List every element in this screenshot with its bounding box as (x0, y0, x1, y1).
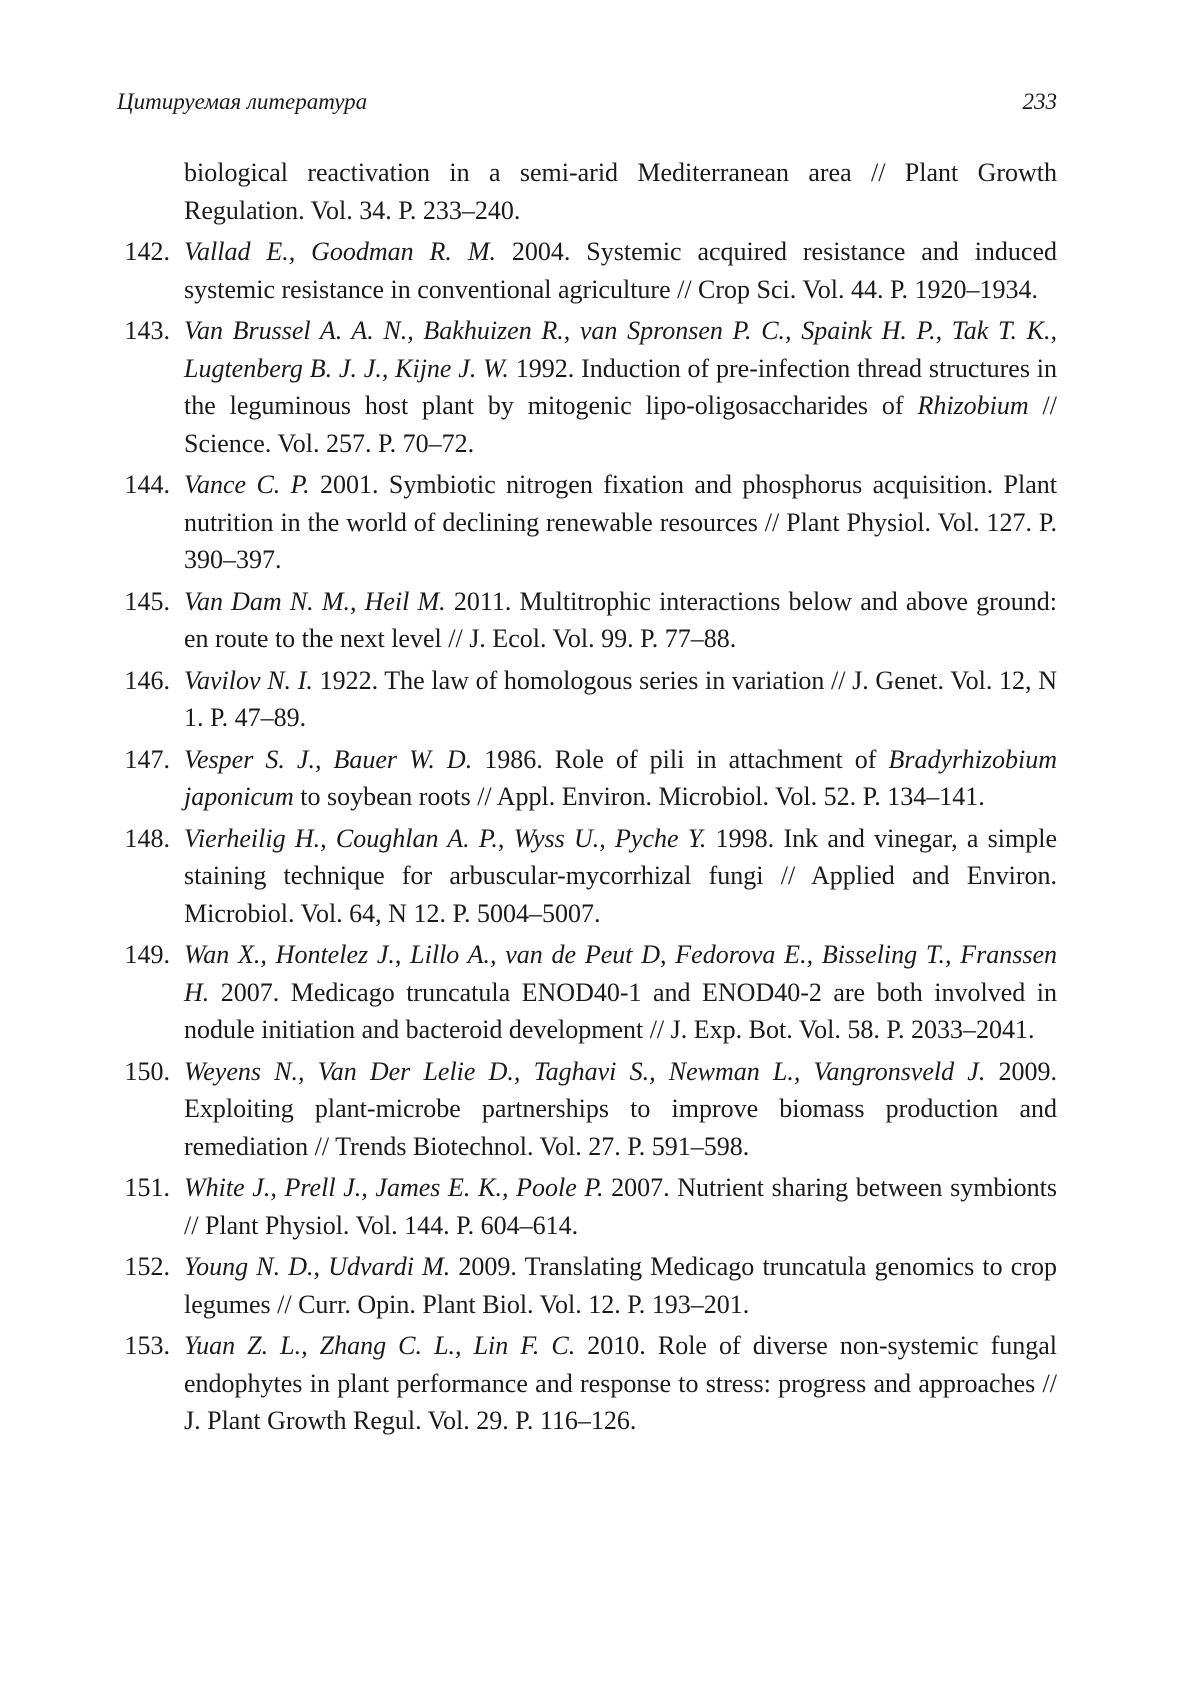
reference-text: 2001. Symbiotic nitrogen fixation and phosphorus acquisition. Plant nutrition in the world of declining renewable resources // Plant Physiol. Vol. 127. P. 390–397. (184, 470, 1057, 574)
reference-entry (117, 936, 1057, 1049)
reference-text: 2007. Medicago truncatula ENOD40-1 and ENOD40-2 are both involved in nodule initiation and bacteroid development // J. Exp. Bot. Vol. 58. P. 2033–2041. (184, 977, 1057, 1044)
reference-entry (117, 233, 1057, 308)
reference-italic-text: Weyens N., Van Der Lelie D., Taghavi S., Newman L., Vangronsveld J. (184, 1056, 986, 1086)
reference-text: 1922. The law of homologous series in variation // J. Genet. Vol. 12, N 1. P. 47–89. (184, 665, 1057, 732)
running-head (117, 84, 1057, 120)
page (117, 84, 1057, 1444)
reference-entry (117, 820, 1057, 933)
reference-text: 2009. Exploiting plant-microbe partnerships to improve biomass production and remediation // Trends Biotechnol. Vol. 27. P. 591–598. (184, 1056, 1057, 1161)
reference-continuation (117, 154, 1057, 229)
reference-text: 2010. Role of diverse non-systemic fungal endophytes in plant performance and response to stress: progress and approaches // J. Plant Growth Regul. Vol. 29. P. 116–126. (184, 1331, 1057, 1435)
reference-text: 1998. Ink and vinegar, a simple staining technique for arbuscular-mycorrhizal fungi // Applied and Environ. Microbiol. Vol. 64, N 12. P. 5004–5007. (184, 823, 1057, 928)
reference-text: 1986. Role of pili in attachment of (472, 744, 889, 774)
reference-italic-text: Van Dam N. M., Heil M. (184, 586, 446, 616)
reference-entry (117, 741, 1057, 816)
reference-number: 151. (124, 1173, 170, 1202)
reference-text: // Science. Vol. 257. P. 70–72. (184, 391, 1057, 458)
reference-entry (117, 312, 1057, 462)
reference-number: 147. (124, 744, 170, 774)
reference-entry (117, 1169, 1057, 1244)
reference-entry (117, 662, 1057, 737)
reference-number: 144. (124, 470, 170, 499)
reference-entry (117, 1327, 1057, 1440)
reference-italic-text: Yuan Z. L., Zhang C. L., Lin F. C. (184, 1331, 576, 1360)
reference-number: 145. (124, 586, 170, 616)
reference-entry (117, 466, 1057, 579)
reference-number: 149. (124, 940, 170, 969)
reference-text: biological reactivation in a semi-arid Mediterranean area // Plant Growth Regulation. Vol. 34. P. 233–240. (184, 158, 1057, 225)
reference-italic-text: Vierheilig H., Coughlan A. P., Wyss U., Pyche Y. (184, 823, 707, 853)
reference-italic-text: Vavilov N. I. (184, 665, 313, 695)
reference-italic-text: Wan X., Hontelez J., Lillo A., van de Peut D, Fedorova E., Bisseling T., Franssen H. (184, 940, 1057, 1007)
reference-entry (117, 1053, 1057, 1166)
reference-number: 150. (124, 1056, 170, 1086)
reference-text: 2011. Multitrophic interactions below and above ground: en route to the next level // J. Ecol. Vol. 99. P. 77–88. (184, 586, 1057, 653)
reference-italic-text: Vallad E., Goodman R. M. (184, 237, 496, 266)
reference-italic-text: Rhizobium (917, 391, 1029, 420)
reference-text: 1992. Induction of pre-infection thread structures in the leguminous host plant by mitogenic lipo-oligosaccharides of (184, 353, 1057, 420)
reference-italic-text: Vance C. P. (184, 470, 310, 499)
reference-italic-text: Van Brussel A. A. N., Bakhuizen R., van Spronsen P. C., Spaink H. P., Tak T. K., Lugtenberg B. J. J., Kijne J. W. (184, 316, 1057, 383)
reference-entry (117, 1248, 1057, 1323)
reference-italic-text: White J., Prell J., James E. K., Poole P. (184, 1173, 604, 1202)
reference-number: 153. (124, 1331, 170, 1360)
reference-list (117, 154, 1057, 1440)
reference-italic-text: Young N. D., Udvardi M. (184, 1252, 451, 1281)
reference-number: 142. (124, 237, 170, 266)
reference-text: 2007. Nutrient sharing between symbionts // Plant Physiol. Vol. 144. P. 604–614. (184, 1173, 1057, 1240)
reference-text: 2009. Translating Medicago truncatula genomics to crop legumes // Curr. Opin. Plant Biol. Vol. 12. P. 193–201. (184, 1252, 1057, 1319)
reference-italic-text: Vesper S. J., Bauer W. D. (184, 744, 473, 774)
reference-number: 143. (124, 316, 170, 345)
reference-number: 152. (124, 1252, 170, 1281)
section-title: Цитируемая литература (117, 89, 368, 114)
reference-text: to soybean roots // Appl. Environ. Microbiol. Vol. 52. P. 134–141. (293, 782, 985, 811)
reference-number: 146. (124, 665, 170, 695)
reference-italic-text: Bradyrhizobium japonicum (184, 744, 1057, 811)
reference-text: 2004. Systemic acquired resistance and induced systemic resistance in conventional agriculture // Crop Sci. Vol. 44. P. 1920–1934. (184, 237, 1057, 304)
reference-entry (117, 583, 1057, 658)
page-number: 233 (1022, 89, 1057, 114)
reference-number: 148. (124, 823, 170, 853)
